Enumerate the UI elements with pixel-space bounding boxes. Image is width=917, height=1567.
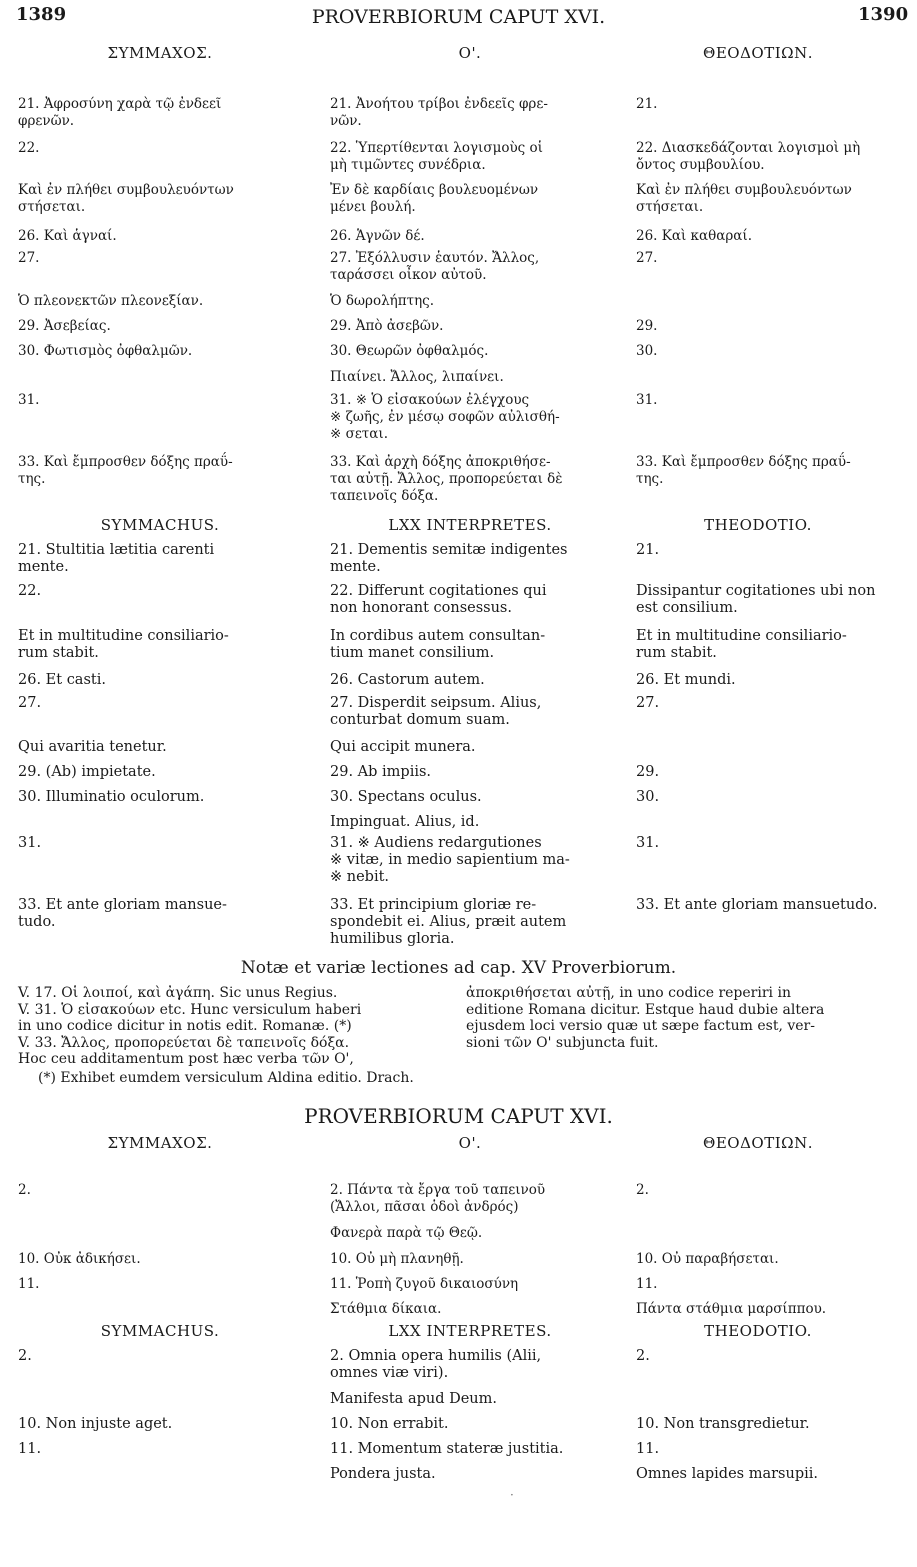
verse-line: μὴ τιμῶντες συνέδρια.	[330, 157, 486, 173]
greek-header-septuagint: Ο'.	[458, 44, 482, 62]
latin-cell-symmachus	[18, 583, 303, 600]
verse-line: 31. ※ Ὁ εἰσακούων ἐλέγχους	[330, 392, 530, 408]
greek-cell-septuagint	[330, 1301, 608, 1318]
verse-line: Ἐν δὲ καρδίαις βουλευομένων	[330, 182, 539, 198]
verse-line: mente.	[18, 559, 69, 575]
verse-line: 31. ※ Audiens redargutiones	[330, 835, 542, 851]
verse-line: 29.	[636, 318, 658, 334]
greek-cell-septuagint	[330, 318, 608, 335]
verse-line: 30.	[636, 343, 658, 359]
note-line: V. 33. Ἄλλος, προπορεύεται δὲ ταπεινοῖς δόξα.	[18, 1034, 350, 1051]
verse-line: 21.	[636, 542, 660, 558]
verse-line: 29. Ἀπὸ ἀσεβῶν.	[330, 318, 444, 334]
latin-cell-septuagint	[330, 628, 608, 662]
verse-line: 2. Omnia opera humilis (Alii,	[330, 1348, 542, 1364]
verse-line: Et in multitudine consiliario-	[18, 628, 229, 644]
chapter-xvi-title: PROVERBIORUM CAPUT XVI.	[304, 1104, 613, 1128]
verse-line: est consilium.	[636, 600, 738, 616]
verse-line: humilibus gloria.	[330, 931, 455, 947]
latin-cell-septuagint	[330, 1466, 608, 1483]
latin-cell-theodotion	[636, 1348, 898, 1365]
verse-line: 2.	[18, 1182, 31, 1198]
verse-line: ταράσσει οἶκον αὐτοῦ.	[330, 267, 487, 283]
verse-line: Impinguat. Alius, id.	[330, 814, 480, 830]
verse-line: Ὁ πλεονεκτῶν πλεονεξίαν.	[18, 293, 204, 309]
verse-line: στήσεται.	[18, 199, 86, 215]
greek-cell-septuagint	[330, 343, 608, 360]
latin-cell-septuagint	[330, 897, 608, 948]
verse-line: φρενῶν.	[18, 113, 75, 129]
verse-line: 31.	[636, 835, 660, 851]
verse-line: 2.	[636, 1182, 649, 1198]
verse-line: 31.	[18, 835, 42, 851]
latin-cell-symmachus	[18, 789, 303, 806]
latin-cell-symmachus	[18, 542, 303, 576]
latin-cell-septuagint	[330, 542, 608, 576]
verse-line: non honorant consessus.	[330, 600, 512, 616]
verse-line: στήσεται.	[636, 199, 704, 215]
verse-line: Omnes lapides marsupii.	[636, 1466, 818, 1482]
running-head: PROVERBIORUM CAPUT XVI.	[311, 6, 606, 28]
greek-cell-septuagint	[330, 1225, 608, 1242]
verse-line: 11.	[636, 1276, 658, 1292]
latin-cell-septuagint	[330, 789, 608, 806]
greek-cell-symmachus	[18, 293, 303, 310]
latin-cell-theodotion	[636, 897, 898, 914]
latin-cell-symmachus	[18, 897, 303, 931]
verse-line: 26. Et mundi.	[636, 672, 736, 688]
verse-line: της.	[636, 471, 664, 487]
verse-line: conturbat domum suam.	[330, 712, 510, 728]
verse-line: 22.	[18, 140, 40, 156]
verse-line: 2.	[18, 1348, 32, 1364]
greek-cell-theodotion	[636, 228, 898, 245]
verse-line: 2. Πάντα τὰ ἔργα τοῦ ταπεινοῦ	[330, 1182, 546, 1198]
greek-cell-symmachus	[18, 318, 303, 335]
greek-cell-symmachus	[18, 392, 303, 409]
verse-line: tium manet consilium.	[330, 645, 495, 661]
verse-line: 21. Ἀνοήτου τρίβοι ἐνδεεῖς φρε-	[330, 96, 548, 112]
verse-line: 11. Ῥοπὴ ζυγοῦ δικαιοσύνη	[330, 1276, 519, 1292]
verse-line: 27.	[18, 695, 42, 711]
latin-cell-septuagint	[330, 672, 608, 689]
greek-cell-symmachus	[18, 1182, 303, 1199]
greek-cell-symmachus	[18, 250, 303, 267]
latin-header-theodotion: THEODOTIO.	[704, 516, 812, 534]
verse-line: 22. Differunt cogitationes qui	[330, 583, 547, 599]
latin-cell-symmachus	[18, 1441, 303, 1458]
latin-cell-theodotion	[636, 1416, 898, 1433]
note-line: ἀποκριθήσεται αὐτῇ, in uno codice reperiri in	[466, 985, 791, 1001]
latin-cell-theodotion	[636, 764, 898, 781]
verse-line: 11.	[636, 1441, 660, 1457]
latin-header-symmachus: SYMMACHUS.	[100, 516, 220, 534]
greek-cell-septuagint	[330, 392, 608, 443]
greek-cell-theodotion	[636, 1301, 898, 1318]
greek-cell-septuagint	[330, 1251, 608, 1268]
verse-line: 11.	[18, 1441, 42, 1457]
verse-line: Dissipantur cogitationes ubi non	[636, 583, 876, 599]
greek-header-symmachus: ΣΥΜΜΑΧΟΣ.	[107, 1134, 213, 1152]
verse-line: ται αὐτῇ. Ἄλλος, προπορεύεται δὲ	[330, 471, 563, 487]
verse-line: 33. Καὶ ἀρχὴ δόξης ἀποκριθήσε-	[330, 454, 551, 470]
verse-line: Ὁ δωρολήπτης.	[330, 293, 435, 309]
notes-title: Notæ et variæ lectiones ad cap. XV Proverbiorum.	[240, 958, 677, 978]
greek-cell-symmachus	[18, 228, 303, 245]
latin-cell-symmachus	[18, 1348, 303, 1365]
greek-cell-symmachus	[18, 96, 303, 130]
greek-cell-septuagint	[330, 1276, 608, 1293]
verse-line: 26. Et casti.	[18, 672, 106, 688]
verse-line: 11.	[18, 1276, 40, 1292]
latin-cell-septuagint	[330, 1441, 608, 1458]
note-line: V. 31. Ὁ εἰσακούων etc. Hunc versiculum haberi	[18, 1001, 362, 1018]
latin-cell-symmachus	[18, 835, 303, 852]
greek-cell-theodotion	[636, 1182, 898, 1199]
latin-cell-septuagint	[330, 739, 608, 756]
verse-line: Manifesta apud Deum.	[330, 1391, 497, 1407]
verse-line: rum stabit.	[18, 645, 99, 661]
greek-cell-symmachus	[18, 454, 303, 488]
verse-line: 33. Et principium gloriæ re-	[330, 897, 537, 913]
greek-cell-symmachus	[18, 343, 303, 360]
greek-cell-symmachus	[18, 1251, 303, 1268]
note-line: Hoc ceu additamentum post hæc verba τῶν Ο',	[18, 1051, 354, 1067]
latin-cell-theodotion	[636, 672, 898, 689]
verse-line: tudo.	[18, 914, 56, 930]
latin-cell-theodotion	[636, 628, 898, 662]
verse-line: 21.	[636, 96, 658, 112]
latin-header-septuagint: LXX INTERPRETES.	[388, 1322, 552, 1340]
verse-line: 30.	[636, 789, 660, 805]
ink-speck: ·	[510, 1488, 514, 1502]
latin-header-theodotion: THEODOTIO.	[704, 1322, 812, 1340]
latin-cell-septuagint	[330, 764, 608, 781]
verse-line: 30. Θεωρῶν ὀφθαλμός.	[330, 343, 489, 359]
footnote-text: (*) Exhibet eumdem versiculum Aldina editio. Drach.	[38, 1070, 414, 1086]
verse-line: 10. Non transgredietur.	[636, 1416, 810, 1432]
greek-cell-theodotion	[636, 454, 898, 488]
note-line: V. 17. Οἱ λοιποί, καὶ ἀγάπη. Sic unus Regius.	[18, 985, 338, 1001]
verse-line: 26. Ἁγνῶν δέ.	[330, 228, 425, 244]
greek-cell-septuagint	[330, 182, 608, 216]
greek-cell-septuagint	[330, 1182, 608, 1216]
verse-line: ※ σεται.	[330, 426, 388, 442]
note-line: in uno codice dicitur in notis edit. Romanæ. (*)	[18, 1018, 352, 1034]
verse-line: 33. Et ante gloriam mansuetudo.	[636, 897, 878, 913]
verse-line: ※ vitæ, in medio sapientium ma-	[330, 852, 570, 868]
greek-header-symmachus: ΣΥΜΜΑΧΟΣ.	[107, 44, 213, 62]
verse-line: ὄντος συμβουλίου.	[636, 157, 765, 173]
verse-line: rum stabit.	[636, 645, 717, 661]
greek-cell-septuagint	[330, 228, 608, 245]
greek-cell-theodotion	[636, 250, 898, 267]
verse-line: Pondera justa.	[330, 1466, 436, 1482]
latin-cell-symmachus	[18, 628, 303, 662]
verse-line: 22.	[18, 583, 42, 599]
verse-line: Φανερὰ παρὰ τῷ Θεῷ.	[330, 1225, 483, 1241]
verse-line: μένει βουλή.	[330, 199, 416, 215]
verse-line: 29. Ἀσεβείας.	[18, 318, 111, 334]
greek-cell-symmachus	[18, 182, 303, 216]
latin-cell-symmachus	[18, 695, 303, 712]
verse-line: 30. Φωτισμὸς ὀφθαλμῶν.	[18, 343, 193, 359]
verse-line: Στάθμια δίκαια.	[330, 1301, 442, 1317]
greek-cell-symmachus	[18, 1276, 303, 1293]
greek-header-theodotion: ΘΕΟΔΟΤΙΩΝ.	[703, 1134, 813, 1152]
verse-line: Et in multitudine consiliario-	[636, 628, 847, 644]
verse-line: Qui accipit munera.	[330, 739, 476, 755]
greek-cell-septuagint	[330, 293, 608, 310]
verse-line: 26. Καὶ ἁγναί.	[18, 228, 117, 244]
latin-cell-symmachus	[18, 764, 303, 781]
greek-cell-theodotion	[636, 392, 898, 409]
latin-header-symmachus: SYMMACHUS.	[100, 1322, 220, 1340]
greek-cell-theodotion	[636, 1276, 898, 1293]
latin-cell-theodotion	[636, 583, 898, 617]
verse-line: 21. Ἀφροσύνη χαρὰ τῷ ἐνδεεῖ	[18, 96, 222, 112]
verse-line: omnes viæ viri).	[330, 1365, 449, 1381]
latin-cell-septuagint	[330, 814, 608, 831]
verse-line: 10. Non injuste aget.	[18, 1416, 173, 1432]
verse-line: 30. Spectans oculus.	[330, 789, 482, 805]
verse-line: της.	[18, 471, 46, 487]
latin-cell-symmachus	[18, 1416, 303, 1433]
latin-cell-theodotion	[636, 695, 898, 712]
latin-cell-symmachus	[18, 739, 303, 756]
verse-line: 22. Ὑπερτίθενται λογισμοὺς οἱ	[330, 140, 543, 156]
greek-cell-septuagint	[330, 369, 608, 386]
notes-right-column	[466, 985, 898, 1051]
verse-line: 29. Ab impiis.	[330, 764, 432, 780]
greek-cell-septuagint	[330, 140, 608, 174]
verse-line: ※ ζωῆς, ἐν μέσῳ σοφῶν αὐλισθή-	[330, 409, 560, 425]
verse-line: 26. Καὶ καθαραί.	[636, 228, 752, 244]
verse-line: mente.	[330, 559, 381, 575]
verse-line: 33. Καὶ ἔμπροσθεν δόξης πραΰ-	[18, 454, 233, 470]
latin-cell-septuagint	[330, 695, 608, 729]
verse-line: 21. Dementis semitæ indigentes	[330, 542, 568, 558]
note-line: editione Romana dicitur. Estque haud dubie altera	[466, 1001, 825, 1018]
verse-line: 27. Ἐξόλλυσιν ἑαυτόν. Ἄλλος,	[330, 250, 540, 266]
verse-line: Πιαίνει. Ἄλλος, λιπαίνει.	[330, 369, 504, 385]
verse-line: 22. Διασκεδάζονται λογισμοὶ μὴ	[636, 140, 861, 156]
greek-cell-septuagint	[330, 250, 608, 284]
verse-line: 33. Καὶ ἔμπροσθεν δόξης πραΰ-	[636, 454, 851, 470]
greek-cell-theodotion	[636, 1251, 898, 1268]
verse-line: 29. (Ab) impietate.	[18, 764, 156, 780]
greek-cell-theodotion	[636, 140, 898, 174]
latin-cell-septuagint	[330, 583, 608, 617]
footnote	[38, 1070, 414, 1087]
verse-line: Καὶ ἐν πλήθει συμβουλευόντων	[18, 182, 234, 198]
verse-line: ※ nebit.	[330, 869, 390, 885]
note-line: sioni τῶν Ο' subjuncta fuit.	[466, 1034, 659, 1051]
greek-cell-theodotion	[636, 96, 898, 113]
latin-cell-theodotion	[636, 1466, 898, 1483]
verse-line: 30. Illuminatio oculorum.	[18, 789, 205, 805]
verse-line: 21. Stultitia lætitia carenti	[18, 542, 215, 558]
latin-cell-septuagint	[330, 1416, 608, 1433]
verse-line: 10. Οὐ παραβήσεται.	[636, 1251, 779, 1267]
greek-cell-septuagint	[330, 96, 608, 130]
verse-line: spondebit ei. Alius, præit autem	[330, 914, 567, 930]
verse-line: 27.	[636, 250, 658, 266]
note-line: ejusdem loci versio quæ ut sæpe factum est, ver-	[466, 1018, 815, 1034]
latin-cell-septuagint	[330, 1348, 608, 1382]
notes-left-column	[18, 985, 448, 1068]
verse-line: 29.	[636, 764, 660, 780]
verse-line: 27. Disperdit seipsum. Alius,	[330, 695, 542, 711]
verse-line: Qui avaritia tenetur.	[18, 739, 167, 755]
latin-cell-theodotion	[636, 789, 898, 806]
verse-line: (Ἄλλοι, πᾶσαι ὁδοὶ ἀνδρός)	[330, 1199, 519, 1215]
latin-cell-theodotion	[636, 835, 898, 852]
latin-cell-septuagint	[330, 1391, 608, 1408]
verse-line: 10. Οὐκ ἀδικήσει.	[18, 1251, 141, 1267]
verse-line: 27.	[636, 695, 660, 711]
right-page-number: 1390	[858, 4, 909, 25]
verse-line: 26. Castorum autem.	[330, 672, 485, 688]
verse-line: Πάντα στάθμια μαρσίππου.	[636, 1301, 827, 1317]
verse-line: νῶν.	[330, 113, 362, 129]
greek-cell-theodotion	[636, 318, 898, 335]
left-page-number: 1389	[16, 4, 67, 25]
latin-cell-theodotion	[636, 542, 898, 559]
greek-cell-theodotion	[636, 182, 898, 216]
greek-header-theodotion: ΘΕΟΔΟΤΙΩΝ.	[703, 44, 813, 62]
greek-header-septuagint: Ο'.	[458, 1134, 482, 1152]
verse-line: 10. Οὐ μὴ πλανηθῇ.	[330, 1251, 464, 1267]
greek-cell-symmachus	[18, 140, 303, 157]
verse-line: In cordibus autem consultan-	[330, 628, 546, 644]
verse-line: Καὶ ἐν πλήθει συμβουλευόντων	[636, 182, 852, 198]
verse-line: ταπεινοῖς δόξα.	[330, 488, 439, 504]
latin-cell-theodotion	[636, 1441, 898, 1458]
verse-line: 11. Momentum stateræ justitia.	[330, 1441, 564, 1457]
greek-cell-theodotion	[636, 343, 898, 360]
verse-line: 27.	[18, 250, 40, 266]
verse-line: 31.	[18, 392, 40, 408]
latin-header-septuagint: LXX INTERPRETES.	[388, 516, 552, 534]
latin-cell-symmachus	[18, 672, 303, 689]
latin-cell-septuagint	[330, 835, 608, 886]
verse-line: 10. Non errabit.	[330, 1416, 449, 1432]
verse-line: 33. Et ante gloriam mansue-	[18, 897, 227, 913]
greek-cell-septuagint	[330, 454, 608, 505]
verse-line: 2.	[636, 1348, 650, 1364]
verse-line: 31.	[636, 392, 658, 408]
